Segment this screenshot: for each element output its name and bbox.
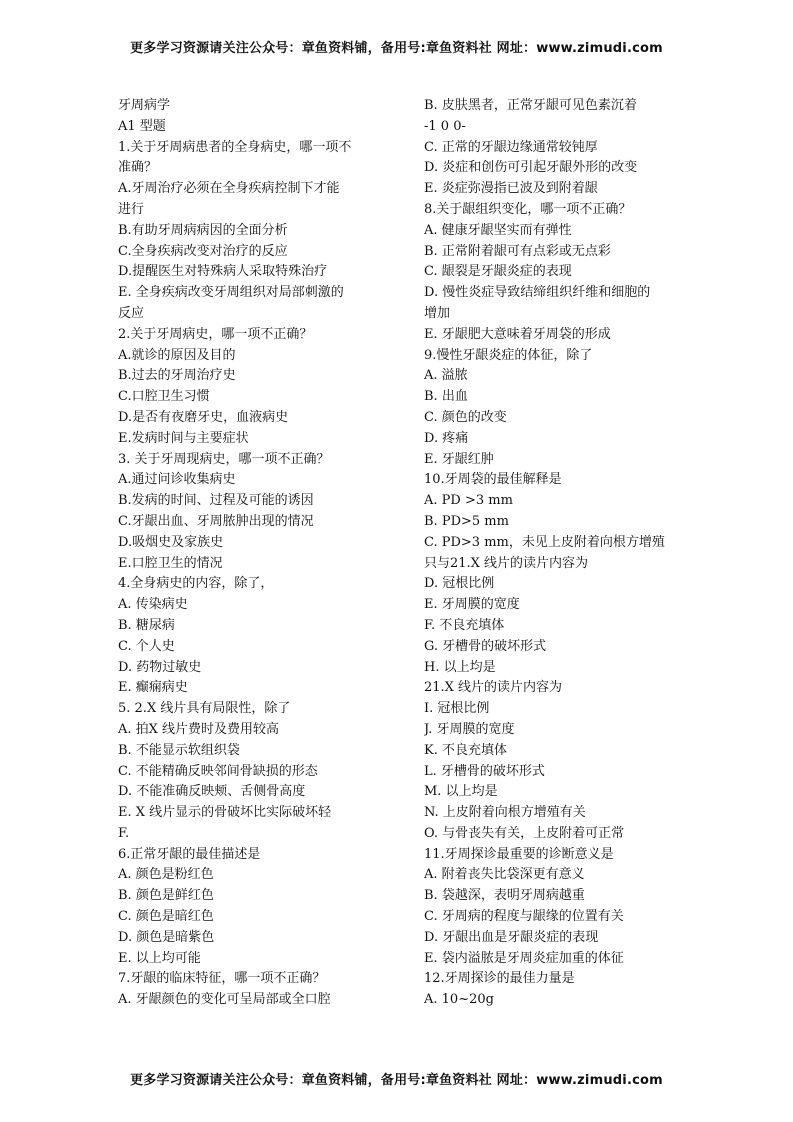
text-line: A. 附着丧失比袋深更有意义	[424, 867, 585, 883]
text-line: B. PD>5 mm	[424, 513, 509, 529]
text-line: 增加	[424, 305, 451, 321]
text-line: A. 颜色是粉红色	[118, 867, 214, 883]
right-column	[424, 96, 686, 1011]
text-line: 21.X 线片的读片内容为	[424, 680, 563, 696]
text-line: B. 糖尿病	[118, 617, 175, 633]
text-line: -1 0 0-	[424, 118, 466, 134]
text-line: F.	[118, 825, 130, 841]
text-line: I. 冠根比例	[424, 701, 490, 717]
header-banner: 更多学习资源请关注公众号：章鱼资料铺，备用号:章鱼资料社 网址：www.zimudi.com	[130, 41, 663, 56]
text-line: B. 袋越深，表明牙周病越重	[424, 888, 585, 904]
text-line: A.牙周治疗必须在全身疾病控制下才能	[118, 181, 340, 197]
text-line: D. 冠根比例	[424, 576, 495, 592]
text-line: B. 正常附着龈可有点彩或无点彩	[424, 243, 611, 259]
text-line: A. 健康牙龈坚实而有弹性	[424, 222, 572, 238]
text-line: D. 药物过敏史	[118, 659, 202, 675]
text-line: B.过去的牙周治疗史	[118, 368, 236, 384]
text-line: D. 炎症和创伤可引起牙龈外形的改变	[424, 160, 638, 176]
text-line: D.吸烟史及家族史	[118, 534, 224, 550]
text-line: 只与21.X 线片的读片内容为	[424, 555, 589, 571]
text-line: B.发病的时间、过程及可能的诱因	[118, 493, 314, 509]
text-line: D. 不能准确反映颊、舌侧骨高度	[118, 784, 306, 800]
text-line: B. 出血	[424, 389, 468, 405]
text-line: E. 牙龈红肿	[424, 451, 494, 467]
text-line: C. 不能精确反映邻间骨缺损的形态	[118, 763, 318, 779]
text-line: 5. 2.X 线片具有局限性，除了	[118, 701, 291, 717]
text-line: C. 颜色是暗红色	[118, 909, 214, 925]
left-column	[118, 96, 380, 1011]
text-line: E. 以上均可能	[118, 950, 201, 966]
text-line: 准确？	[118, 160, 158, 176]
text-line: E. 牙龈肥大意味着牙周袋的形成	[424, 326, 611, 342]
text-line: C. 个人史	[118, 638, 175, 654]
text-line: N. 上皮附着向根方增殖有关	[424, 805, 586, 821]
text-line: O. 与骨丧失有关，上皮附着可正常	[424, 825, 625, 841]
text-line: A. 拍X 线片费时及费用较高	[118, 721, 280, 737]
text-line: 4.全身病史的内容，除了，	[118, 576, 274, 592]
text-line: 3. 关于牙周现病史，哪一项不正确？	[118, 451, 330, 467]
text-line: C.口腔卫生习惯	[118, 389, 210, 405]
text-line: 2.关于牙周病史，哪一项不正确？	[118, 326, 313, 342]
text-line: E. 袋内溢脓是牙周炎症加重的体征	[424, 950, 624, 966]
text-line: A.就诊的原因及目的	[118, 347, 236, 363]
text-line: J. 牙周膜的宽度	[424, 721, 515, 737]
text-line: A. 传染病史	[118, 597, 188, 613]
text-line: H. 以上均是	[424, 659, 496, 675]
footer-banner: 更多学习资源请关注公众号：章鱼资料铺，备用号:章鱼资料社 网址：www.zimudi.com	[130, 1073, 663, 1088]
text-line: 6.正常牙龈的最佳描述是	[118, 846, 261, 862]
text-line: E.口腔卫生的情况	[118, 555, 223, 571]
text-line: 牙周病学	[118, 98, 171, 113]
text-line: E. 牙周膜的宽度	[424, 597, 520, 613]
text-line: D.提醒医生对特殊病人采取特殊治疗	[118, 264, 328, 280]
text-line: 8.关于龈组织变化，哪一项不正确？	[424, 201, 632, 217]
text-line: C. PD>3 mm，未见上皮附着向根方增殖	[424, 534, 665, 550]
text-line: C. 正常的牙龈边缘通常较钝厚	[424, 139, 598, 155]
text-line: A.通过问诊收集病史	[118, 472, 236, 488]
text-line: D.是否有夜磨牙史，血液病史	[118, 409, 289, 425]
text-line: E. 癫痫病史	[118, 680, 188, 696]
text-line: M. 以上均是	[424, 784, 498, 800]
text-line: L. 牙槽骨的破坏形式	[424, 763, 545, 779]
text-line: D. 颜色是暗紫色	[118, 929, 215, 945]
text-line: 10.牙周袋的最佳解释是	[424, 472, 562, 488]
text-line: D. 疼痛	[424, 430, 469, 446]
text-line: C. 龈裂是牙龈炎症的表现	[424, 264, 572, 280]
text-line: B. 皮肤黑者，正常牙龈可见色素沉着	[424, 98, 637, 113]
text-line: 反应	[118, 305, 145, 321]
text-line: A. 溢脓	[424, 368, 468, 384]
text-line: A. 10~20g	[424, 992, 494, 1008]
text-line: C.全身疾病改变对治疗的反应	[118, 243, 288, 259]
text-line: K. 不良充填体	[424, 742, 507, 758]
text-line: B. 不能显示软组织袋	[118, 742, 240, 758]
text-line: 11.牙周探诊最重要的诊断意义是	[424, 846, 614, 862]
text-line: A. 牙龈颜色的变化可呈局部或全口腔	[118, 992, 331, 1008]
text-line: B. 颜色是鲜红色	[118, 888, 214, 904]
text-line: D. 慢性炎症导致结缔组织纤维和细胞的	[424, 285, 651, 301]
text-line: C.牙龈出血、牙周脓肿出现的情况	[118, 513, 314, 529]
text-line: F. 不良充填体	[424, 617, 505, 633]
text-line: 进行	[118, 201, 145, 217]
text-line: B.有助牙周病病因的全面分析	[118, 222, 288, 238]
text-line: E.发病时间与主要症状	[118, 430, 249, 446]
text-line: E. 炎症弥漫指已波及到附着龈	[424, 181, 598, 197]
text-line: A. PD >3 mm	[424, 493, 513, 509]
text-line: 1.关于牙周病患者的全身病史，哪一项不	[118, 139, 352, 155]
text-line: E. X 线片显示的骨破坏比实际破坏轻	[118, 805, 332, 821]
text-line: G. 牙槽骨的破坏形式	[424, 638, 547, 654]
text-line: E. 全身疾病改变牙周组织对局部刺激的	[118, 285, 344, 301]
text-line: A1 型题	[118, 118, 166, 134]
text-line: C. 牙周病的程度与龈缘的位置有关	[424, 909, 624, 925]
text-line: 7.牙龈的临床特征，哪一项不正确？	[118, 971, 326, 987]
text-line: 9.慢性牙龈炎症的体征，除了	[424, 347, 593, 363]
text-line: 12.牙周探诊的最佳力量是	[424, 971, 575, 987]
text-line: C. 颜色的改变	[424, 409, 507, 425]
text-line: D. 牙龈出血是牙龈炎症的表现	[424, 929, 599, 945]
